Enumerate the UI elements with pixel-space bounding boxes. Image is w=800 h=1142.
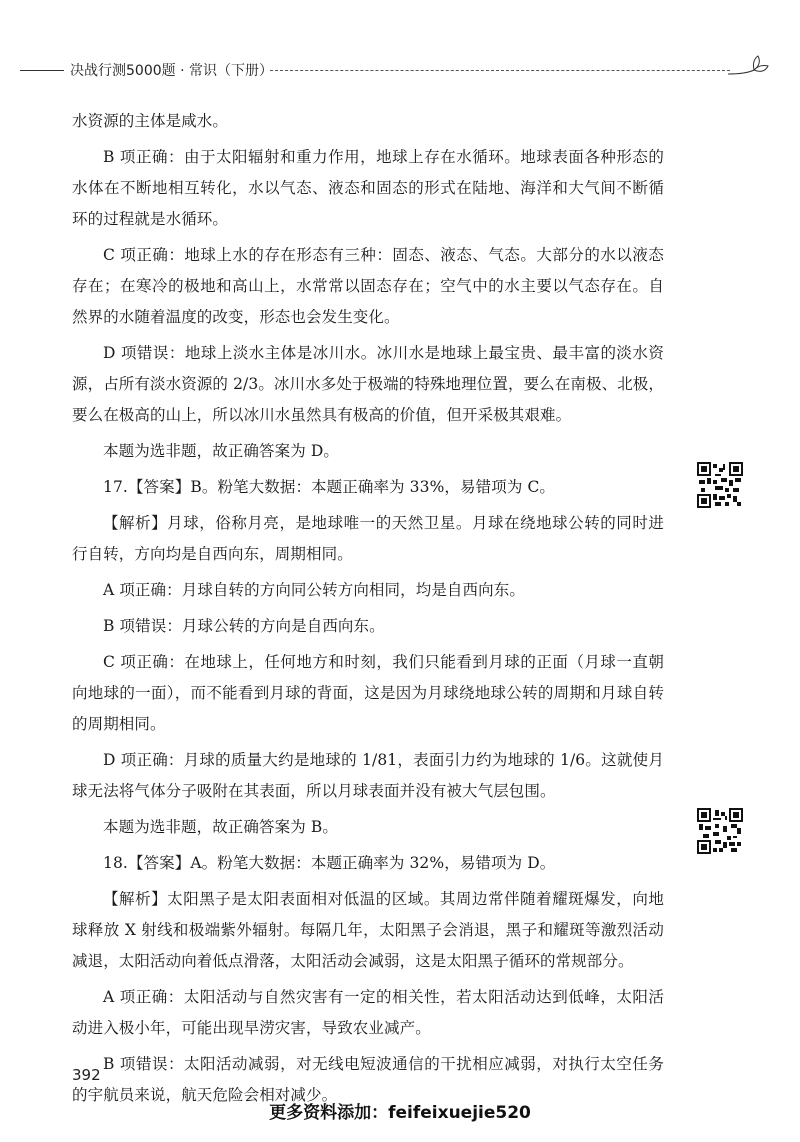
paragraph: B 项错误：月球公转的方向是自西向东。	[103, 617, 385, 635]
running-header	[0, 54, 800, 90]
paragraph: C 项正确：地球上水的存在形态有三种：固态、液态、气态。大部分的水以液态存在；在寒冷的极地和高山上，水常常以固态存在；空气中的水主要以气态存在。自然界的水随着温度的改变，形态也会发生变化。	[72, 246, 664, 326]
paragraph: 本题为选非题，故正确答案为 D。	[103, 442, 339, 460]
page-number: 392	[72, 1066, 101, 1084]
header-rule-right	[270, 70, 730, 71]
paragraph: D 项错误：地球上淡水主体是冰川水。冰川水是地球上最宝贵、最丰富的淡水资源，占所有淡水资源的 2/3。冰川水多处于极端的特殊地理位置，要么在南极、北极，要么在极高的山上，所以冰川水虽然具有极高的价值，但开采极其艰难。	[72, 344, 664, 424]
paragraph: A 项正确：太阳活动与自然灾害有一定的相关性，若太阳活动达到低峰，太阳活动进入极小年，可能出现旱涝灾害，导致农业减产。	[72, 988, 664, 1037]
paragraph: B 项错误：太阳活动减弱，对无线电短波通信的干扰相应减弱，对执行太空任务的宇航员来说，航天危险会相对减少。	[72, 1055, 664, 1104]
header-book-title: 决战行测5000题 · 常识（下册）	[70, 63, 273, 79]
qr-code-icon[interactable]	[697, 462, 743, 508]
paragraph: 【解析】月球，俗称月亮，是地球唯一的天然卫星。月球在绕地球公转的同时进行自转，方向均是自西向东，周期相同。	[72, 514, 664, 563]
answer-17-heading: 17.【答案】B。粉笔大数据：本题正确率为 33%，易错项为 C。	[103, 478, 556, 496]
header-rule-left	[20, 70, 64, 71]
paragraph: 水资源的主体是咸水。	[72, 112, 229, 130]
footer-contact-note: 更多资料添加：feifeixuejie520	[269, 1103, 531, 1123]
paragraph: D 项正确：月球的质量大约是地球的 1/81，表面引力约为地球的 1/6。这就使月球无法将气体分子吸附在其表面，所以月球表面并没有被大气层包围。	[72, 751, 664, 800]
sprout-icon	[728, 54, 772, 84]
paragraph: B 项正确：由于太阳辐射和重力作用，地球上存在水循环。地球表面各种形态的水体在不断地相互转化，水以气态、液态和固态的形式在陆地、海洋和大气间不断循环的过程就是水循环。	[72, 148, 664, 228]
paragraph: 【解析】太阳黑子是太阳表面相对低温的区域。其周边常伴随着耀斑爆发，向地球释放 X 射线和极端紫外辐射。每隔几年，太阳黑子会消退，黑子和耀斑等激烈活动减退，太阳活动向着低点滑落，太阳活动会减弱，这是太阳黑子循环的常规部分。	[72, 890, 664, 970]
paragraph: C 项正确：在地球上，任何地方和时刻，我们只能看到月球的正面（月球一直朝向地球的一面），而不能看到月球的背面，这是因为月球绕地球公转的周期和月球自转的周期相同。	[72, 653, 664, 733]
answer-explanations	[72, 106, 664, 1116]
paragraph: 本题为选非题，故正确答案为 B。	[103, 818, 338, 836]
answer-18-heading: 18.【答案】A。粉笔大数据：本题正确率为 32%，易错项为 D。	[103, 854, 556, 872]
paragraph: A 项正确：月球自转的方向同公转方向相同，均是自西向东。	[103, 581, 525, 599]
qr-code-icon[interactable]	[697, 808, 743, 854]
